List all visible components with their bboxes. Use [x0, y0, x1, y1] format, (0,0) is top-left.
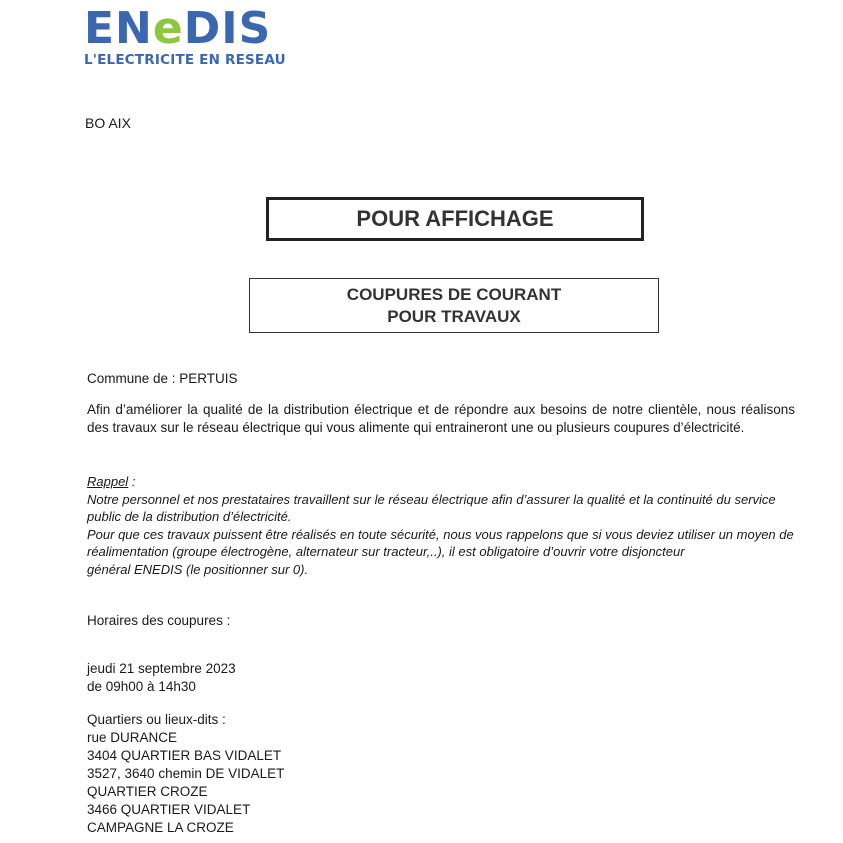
quartiers-list: [87, 729, 284, 837]
intro-paragraph: Afin d’améliorer la qualité de la distribution électrique et de répondre aux besoins de notre clientèle, nous réalisons des travaux sur le réseau électrique qui vous alimente qui entraineront une ou plusieurs coupures d’électricité.: [87, 402, 795, 435]
logo-part-e: e: [152, 3, 184, 54]
office-label: BO AIX: [85, 115, 131, 131]
list-item: rue DURANCE: [87, 730, 178, 745]
list-item: CAMPAGNE LA CROZE: [87, 820, 234, 835]
affichage-title: POUR AFFICHAGE: [356, 206, 554, 231]
logo-tagline: L'ELECTRICITE EN RESEAU: [84, 52, 286, 68]
horaires-label: Horaires des coupures :: [87, 613, 231, 628]
commune-label: Commune de : PERTUIS: [87, 371, 238, 386]
affichage-box: [266, 197, 644, 241]
notice-title-box: [249, 278, 659, 333]
notice-title-line1: COUPURES DE COURANT: [346, 284, 562, 304]
list-item: 3404 QUARTIER BAS VIDALET: [87, 748, 282, 763]
list-item: 3466 QUARTIER VIDALET: [87, 802, 251, 817]
logo-part-dis: DIS: [183, 3, 272, 54]
rappel-label: Rappel: [87, 474, 129, 489]
rappel-label-suffix: :: [128, 474, 136, 489]
list-item: QUARTIER CROZE: [87, 784, 208, 799]
cut-date: jeudi 21 septembre 2023: [87, 661, 236, 676]
logo-part-en: EN: [84, 3, 153, 54]
notice-title-line2: POUR TRAVAUX: [387, 306, 521, 326]
enedis-logo: [84, 4, 271, 54]
quartiers-label: Quartiers ou lieux-dits :: [87, 712, 226, 727]
rappel-heading: [87, 473, 795, 491]
rappel-section: [87, 473, 795, 578]
rappel-paragraph-3: général ENEDIS (le positionner sur 0).: [87, 561, 309, 577]
rappel-paragraph-2: Pour que ces travaux puissent être réalisés en toute sécurité, nous vous rappelons que si vous deviez utiliser un moyen de réalimentation (groupe électrogène, alternateur sur tracteur,..), il est obligatoire d’ouvrir votre disjoncteur: [87, 526, 794, 559]
rappel-paragraph-1: Notre personnel et nos prestataires travaillent sur le réseau électrique afin d’assurer la qualité et la continuité du service public de la distribution d’électricité.: [87, 491, 776, 524]
cut-time: de 09h00 à 14h30: [87, 679, 196, 694]
list-item: 3527, 3640 chemin DE VIDALET: [87, 766, 285, 781]
